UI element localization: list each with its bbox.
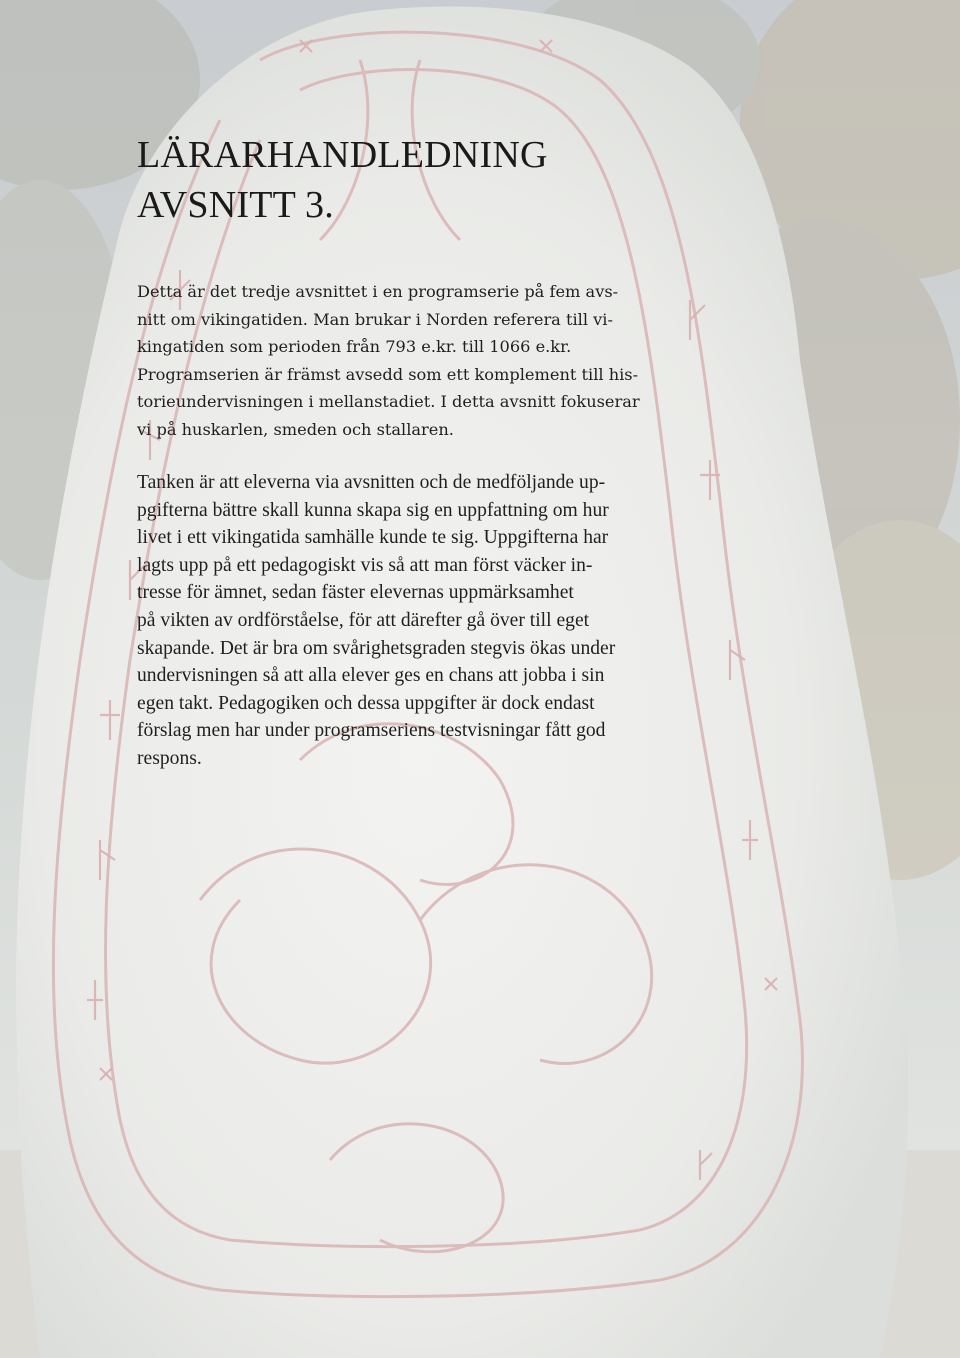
body-line: lagts upp på ett pedagogiskt vis så att man först väcker in-: [137, 554, 593, 576]
body-line: respons.: [137, 747, 202, 769]
intro-line: vi på huskarlen, smeden och stallaren.: [137, 419, 454, 439]
intro-line: Detta är det tredje avsnittet i en programserie på fem avs-: [137, 282, 619, 301]
body-line: undervisningen så att alla elever ges en chans att jobba i sin: [137, 665, 605, 687]
intro-line: Programserien är främst avsedd som ett komplement till his-: [137, 364, 639, 384]
page-title: [137, 130, 717, 230]
document-content: [137, 130, 717, 773]
body-paragraph: [137, 469, 717, 773]
title-line-2: AVSNITT 3.: [137, 184, 334, 226]
intro-line: nitt om vikingatiden. Man brukar i Norden referera till vi-: [137, 309, 613, 329]
body-line: skapande. Det är bra om svårighetsgraden stegvis ökas under: [137, 637, 616, 659]
body-line: livet i ett vikingatida samhälle kunde te sig. Uppgifterna har: [137, 527, 609, 549]
title-line-1: LÄRARHANDLEDNING: [137, 134, 548, 176]
body-line: på vikten av ordförståelse, för att därefter gå över till eget: [137, 609, 590, 631]
intro-line: torieundervisningen i mellanstadiet. I detta avsnitt fokuserar: [137, 392, 640, 411]
intro-line: kingatiden som perioden från 793 e.kr. till 1066 e.kr.: [137, 337, 572, 356]
body-line: Tanken är att eleverna via avsnitten och de medföljande up-: [137, 472, 606, 493]
body-line: egen takt. Pedagogiken och dessa uppgifter är dock endast: [137, 692, 595, 714]
body-line: pgifterna bättre skall kunna skapa sig en uppfattning om hur: [137, 499, 609, 521]
body-line: förslag men har under programseriens testvisningar fått god: [137, 720, 606, 742]
intro-paragraph: [137, 278, 717, 443]
body-line: tresse för ämnet, sedan fäster elevernas uppmärksamhet: [137, 582, 574, 604]
